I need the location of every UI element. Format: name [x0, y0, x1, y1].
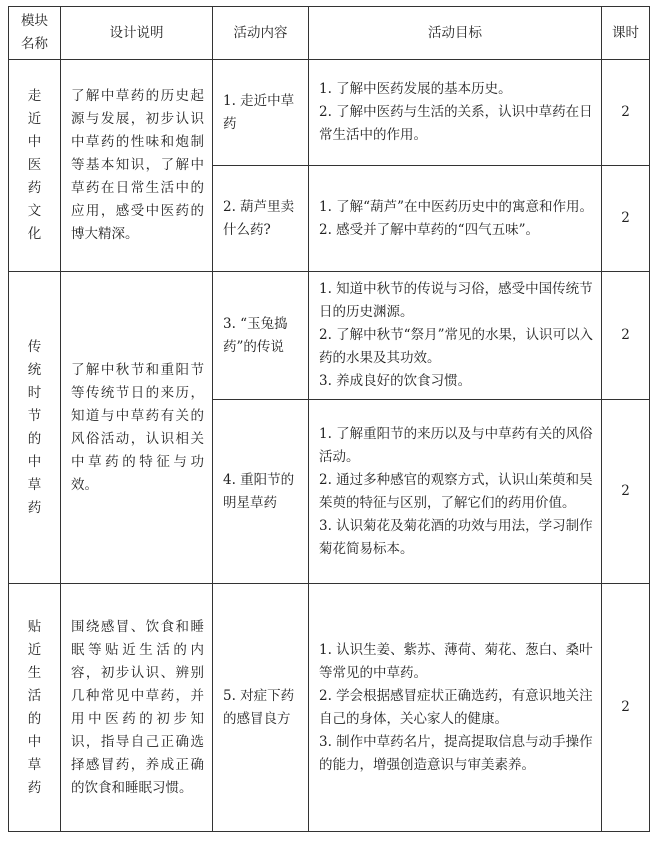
header-hours: 课时 [602, 7, 650, 60]
goal-item: 2. 学会根据感冒症状正确选药，有意识地关注自己的身体，关心家人的健康。 [319, 687, 593, 727]
activity-title: 1. 走近中草药 [213, 60, 309, 166]
hours-value: 2 [602, 60, 650, 166]
goal-item: 3. 制作中草药名片，提高提取信息与动手操作的能力，增强创造意识与审美素养。 [319, 733, 593, 773]
header-module: 模块名称 [9, 7, 61, 60]
activity-title: 4. 重阳节的明星草药 [213, 400, 309, 584]
table-row [9, 584, 650, 832]
table-header-row [9, 7, 650, 60]
activity-goals [309, 60, 602, 166]
hours-value: 2 [602, 400, 650, 584]
goal-item: 1. 认识生姜、紫苏、薄荷、菊花、葱白、桑叶等常见的中草药。 [319, 641, 593, 681]
design-description: 围绕感冒、饮食和睡眠等贴近生活的内容，初步认识、辨别几种常见中草药，并用中医药的初步知识，指导自己正确选择感冒药，养成正确的饮食和睡眠习惯。 [61, 584, 213, 832]
header-activity: 活动内容 [213, 7, 309, 60]
table-row [9, 272, 650, 400]
hours-value: 2 [602, 272, 650, 400]
goal-item: 1. 了解中医药发展的基本历史。 [319, 81, 512, 97]
goal-item: 1. 了解“葫芦”在中医药历史中的寓意和作用。 [319, 198, 593, 215]
header-design: 设计说明 [61, 7, 213, 60]
goal-item: 2. 感受并了解中草药的“四气五味”。 [319, 221, 539, 238]
activity-goals [309, 272, 602, 400]
goal-item: 1. 了解重阳节的来历以及与中草药有关的风俗活动。 [319, 425, 593, 465]
goal-item: 3. 养成良好的饮食习惯。 [319, 373, 472, 389]
module-name-cell [9, 272, 61, 584]
goal-item: 2. 通过多种感官的观察方式，认识山茱萸和吴茱萸的特征与区别，了解它们的药用价值。 [319, 471, 593, 511]
goal-item: 2. 了解中秋节“祭月”常见的水果，认识可以入药的水果及其功效。 [319, 327, 593, 366]
module-name: 传统时节的中草药 [27, 338, 42, 516]
curriculum-table [8, 6, 650, 832]
table-row [9, 60, 650, 166]
design-description: 了解中秋节和重阳节等传统节日的来历，知道与中草药有关的风俗活动，认识相关中草药的特征与功效。 [61, 272, 213, 584]
activity-title: 5. 对症下药的感冒良方 [213, 584, 309, 832]
module-name: 走近中医药文化 [27, 88, 42, 242]
activity-title: 3. “玉兔捣药”的传说 [213, 272, 309, 400]
goal-item: 3. 认识菊花及菊花酒的功效与用法，学习制作菊花简易标本。 [319, 517, 593, 557]
design-description: 了解中草药的历史起源与发展，初步认识中草药的性味和炮制等基本知识，了解中草药在日常生活中的应用，感受中医药的博大精深。 [61, 60, 213, 272]
goal-item: 1. 知道中秋节的传说与习俗，感受中国传统节日的历史渊源。 [319, 281, 593, 320]
module-name-cell [9, 60, 61, 272]
activity-title: 2. 葫芦里卖什么药? [213, 166, 309, 272]
header-goals: 活动目标 [309, 7, 602, 60]
activity-goals [309, 166, 602, 272]
module-name-cell [9, 584, 61, 832]
hours-value: 2 [602, 166, 650, 272]
activity-goals [309, 400, 602, 584]
hours-value: 2 [602, 584, 650, 832]
goal-item: 2. 了解中医药与生活的关系，认识中草药在日常生活中的作用。 [319, 104, 593, 143]
activity-goals [309, 584, 602, 832]
module-name: 贴近生活的中草药 [27, 618, 42, 796]
